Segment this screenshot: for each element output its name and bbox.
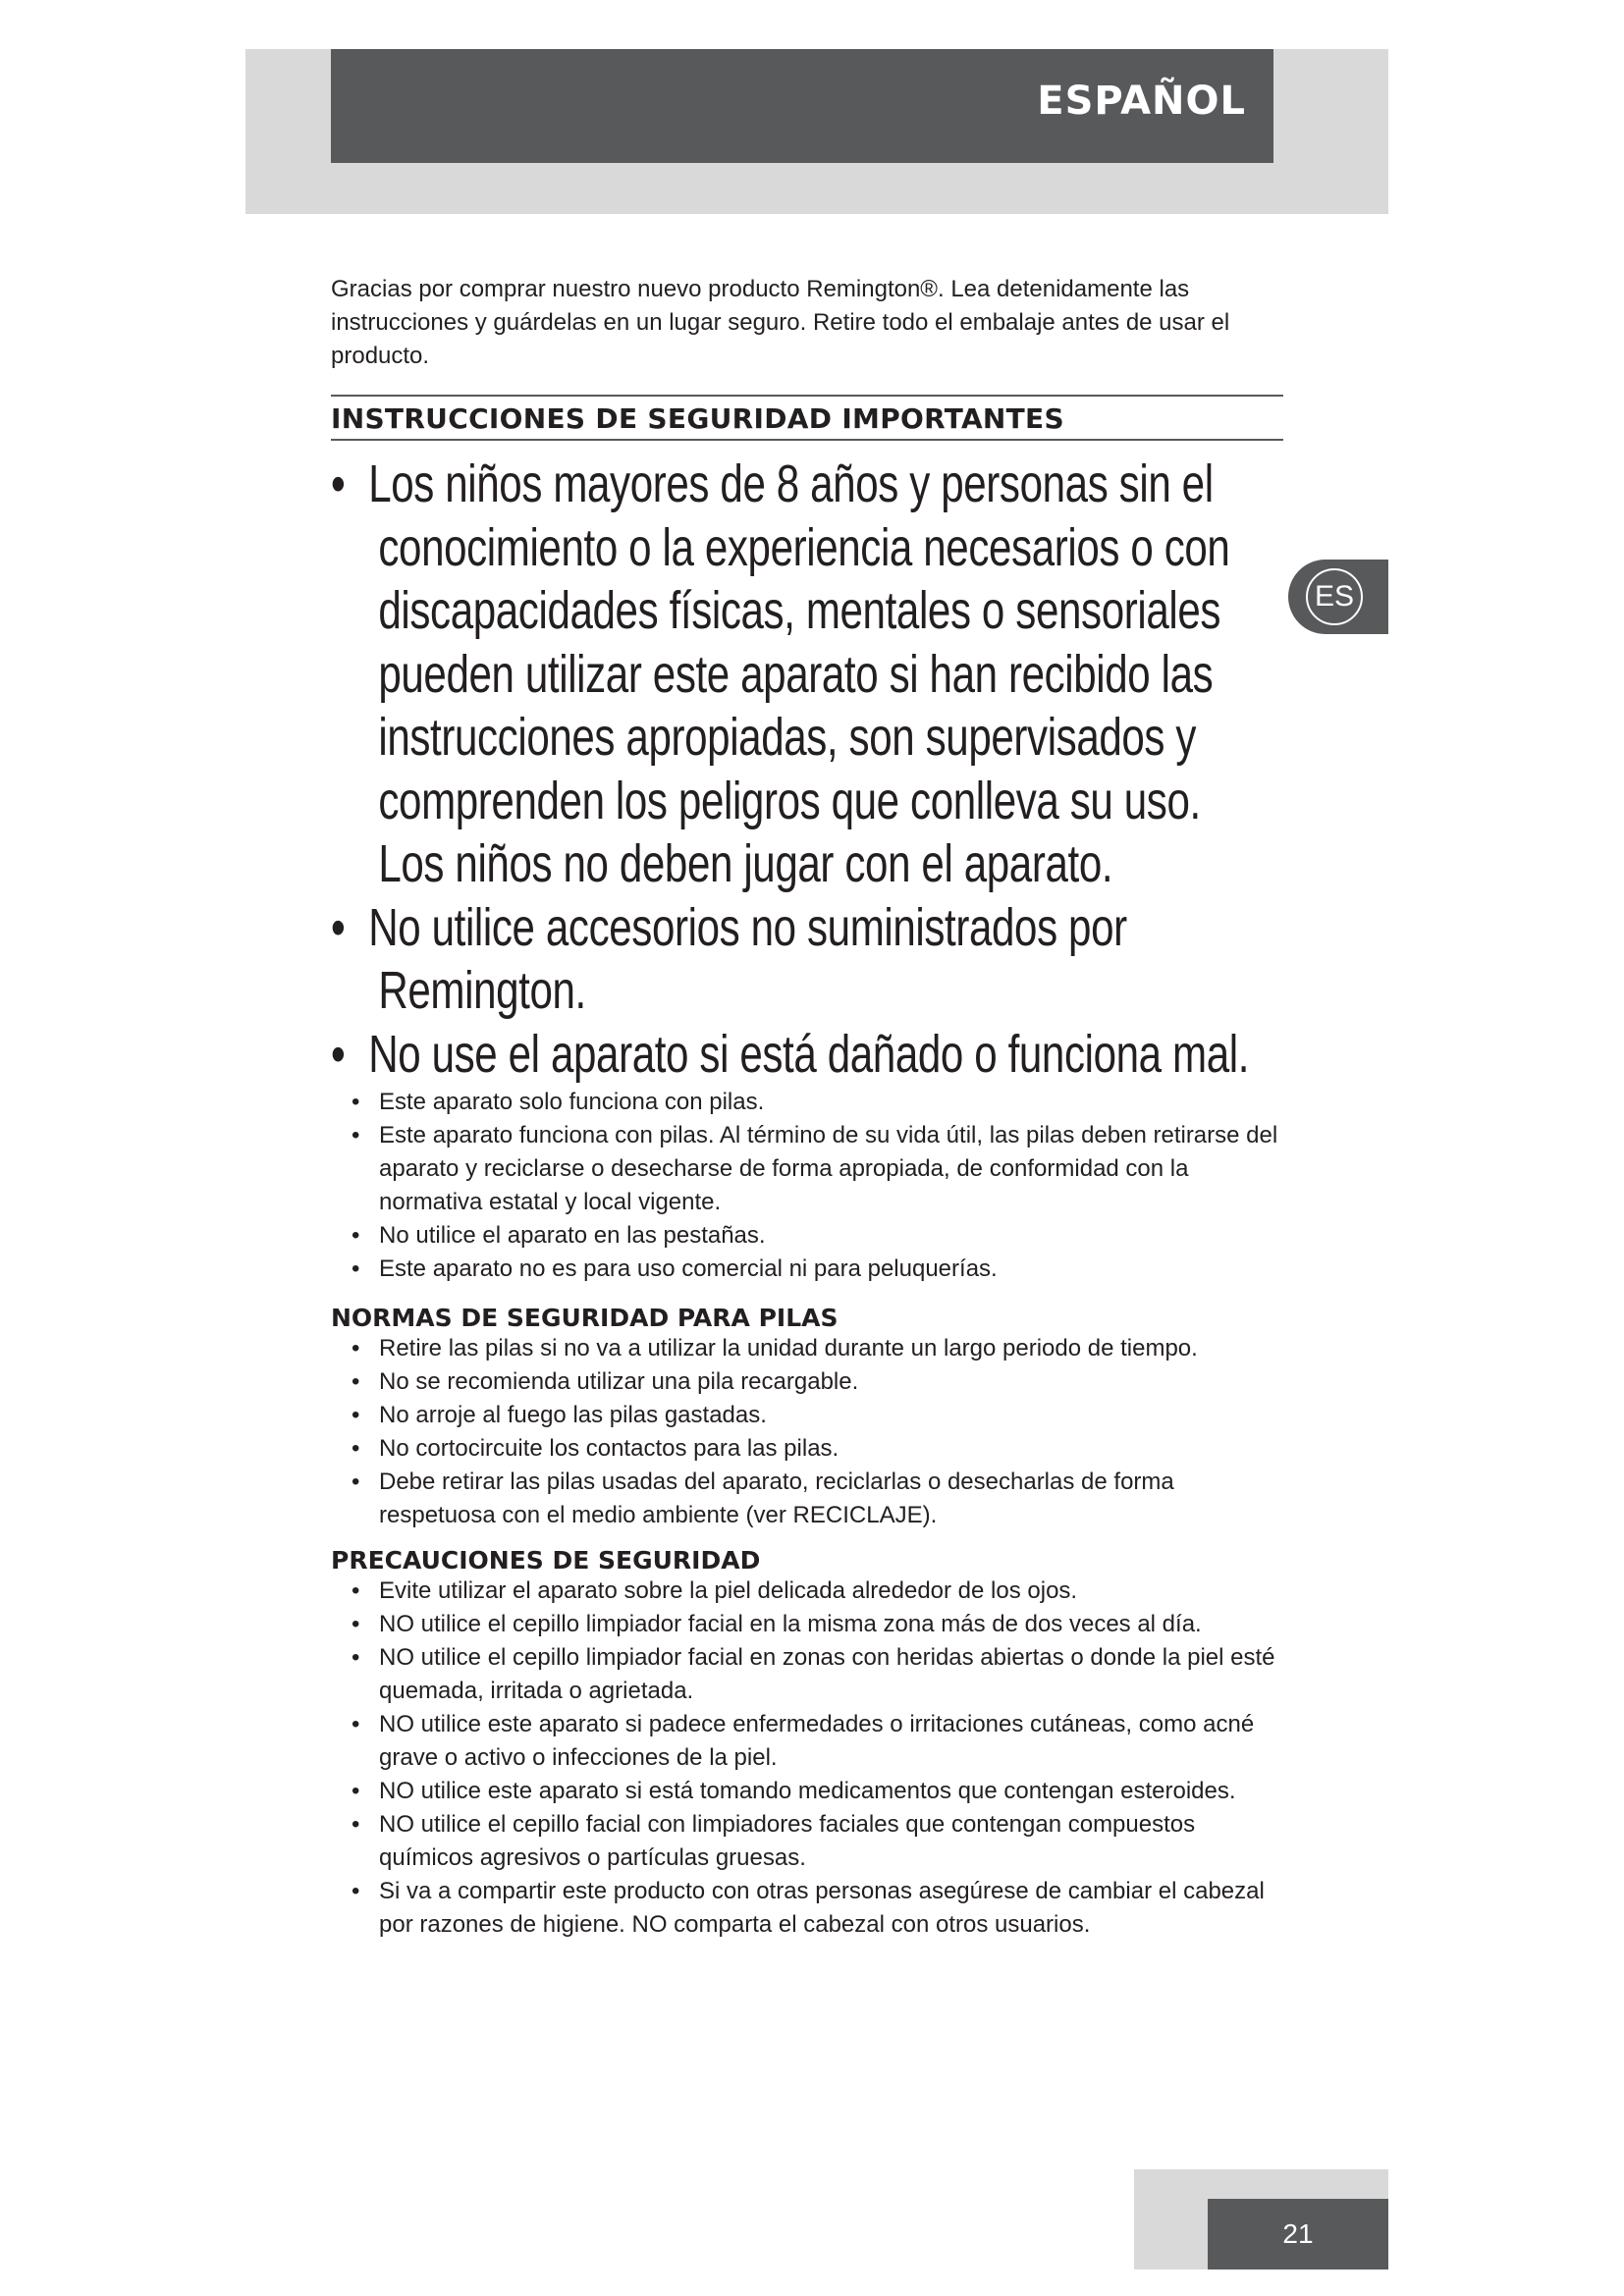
bullet: •	[352, 1811, 360, 1838]
list-item: • NO utilice el cepillo limpiador facial en zonas con heridas abiertas o donde la piel esté quemada, irritada o agrietada.	[331, 1641, 1283, 1708]
general-list	[331, 1086, 1283, 1286]
bullet: •	[331, 454, 346, 513]
list-item: • Debe retirar las pilas usadas del aparato, reciclarlas o desecharlas de forma respetuosa con el medio ambiente (ver RECICLAJE).	[331, 1466, 1283, 1532]
list-item: • Los niños mayores de 8 años y personas sin el conocimiento o la experiencia necesarios o con discapacidades físicas, mentales o sensoriales pueden utilizar este aparato si han recibido las instrucciones apropiadas, son supervisados y comprenden los peligros que conlleva su uso. Los niños no deben jugar con el aparato.	[331, 454, 1230, 893]
list-item: • Retire las pilas si no va a utilizar la unidad durante un largo periodo de tiempo.	[331, 1332, 1283, 1365]
bullet: •	[352, 1611, 360, 1637]
bullet: •	[352, 1368, 360, 1395]
bullet: •	[352, 1222, 360, 1249]
main-content	[331, 273, 1283, 1942]
list-item: • Este aparato no es para uso comercial ni para peluquerías.	[331, 1253, 1283, 1286]
list-item: • NO utilice el cepillo limpiador facial en la misma zona más de dos veces al día.	[331, 1608, 1283, 1641]
header-bar	[331, 49, 1273, 163]
bullet: •	[352, 1878, 360, 1904]
bullet: •	[352, 1644, 360, 1671]
bullet: •	[352, 1122, 360, 1148]
battery-list	[331, 1332, 1283, 1532]
big-warning-list	[331, 453, 1283, 1086]
list-item: • Evite utilizar el aparato sobre la piel delicada alrededor de los ojos.	[331, 1575, 1283, 1608]
list-item: • Si va a compartir este producto con otras personas asegúrese de cambiar el cabezal por razones de higiene. NO comparta el cabezal con otros usuarios.	[331, 1875, 1283, 1942]
bullet: •	[352, 1402, 360, 1428]
bullet: •	[352, 1255, 360, 1282]
bullet: •	[352, 1089, 360, 1115]
list-item: • NO utilice el cepillo facial con limpiadores faciales que contengan compuestos químicos agresivos o partículas gruesas.	[331, 1808, 1283, 1875]
language-tab-label: ES	[1306, 568, 1363, 625]
bullet: •	[352, 1577, 360, 1604]
list-item: • No se recomienda utilizar una pila recargable.	[331, 1365, 1283, 1399]
page-number: 21	[1208, 2199, 1388, 2269]
section-title: INSTRUCCIONES DE SEGURIDAD IMPORTANTES	[331, 402, 1064, 435]
bullet: •	[331, 897, 346, 957]
list-item: • NO utilice este aparato si padece enfermedades o irritaciones cutáneas, como acné grave o activo o infecciones de la piel.	[331, 1708, 1283, 1775]
precautions-list	[331, 1575, 1283, 1942]
bullet: •	[352, 1335, 360, 1362]
list-item: • No utilice accesorios no suministrados por Remington.	[331, 897, 1127, 1020]
bullet: •	[352, 1468, 360, 1495]
bullet: •	[352, 1435, 360, 1462]
list-item: • NO utilice este aparato si está tomando medicamentos que contengan esteroides.	[331, 1775, 1283, 1808]
precautions-heading: PRECAUCIONES DE SEGURIDAD	[331, 1546, 761, 1575]
bullet: •	[331, 1024, 346, 1084]
list-item: • Este aparato solo funciona con pilas.	[331, 1086, 1283, 1119]
list-item: • No cortocircuite los contactos para las pilas.	[331, 1432, 1283, 1466]
list-item: • No arroje al fuego las pilas gastadas.	[331, 1399, 1283, 1432]
list-item: • No utilice el aparato en las pestañas.	[331, 1219, 1283, 1253]
list-item: • No use el aparato si está dañado o funciona mal.	[331, 1023, 1274, 1087]
intro-paragraph: Gracias por comprar nuestro nuevo producto Remington®. Lea detenidamente las instrucciones y guárdelas en un lugar seguro. Retire todo el embalaje antes de usar el producto.	[331, 276, 1230, 369]
list-item: • Este aparato funciona con pilas. Al término de su vida útil, las pilas deben retirarse del aparato y reciclarse o desecharse de forma apropiada, de conformidad con la normativa estatal y local vigente.	[331, 1119, 1283, 1219]
bullet: •	[352, 1778, 360, 1804]
language-title: ESPAÑOL	[1037, 79, 1246, 124]
section-rule-bottom	[331, 439, 1283, 441]
bullet: •	[352, 1711, 360, 1737]
language-tab	[1288, 560, 1388, 634]
battery-heading: NORMAS DE SEGURIDAD PARA PILAS	[331, 1304, 839, 1332]
